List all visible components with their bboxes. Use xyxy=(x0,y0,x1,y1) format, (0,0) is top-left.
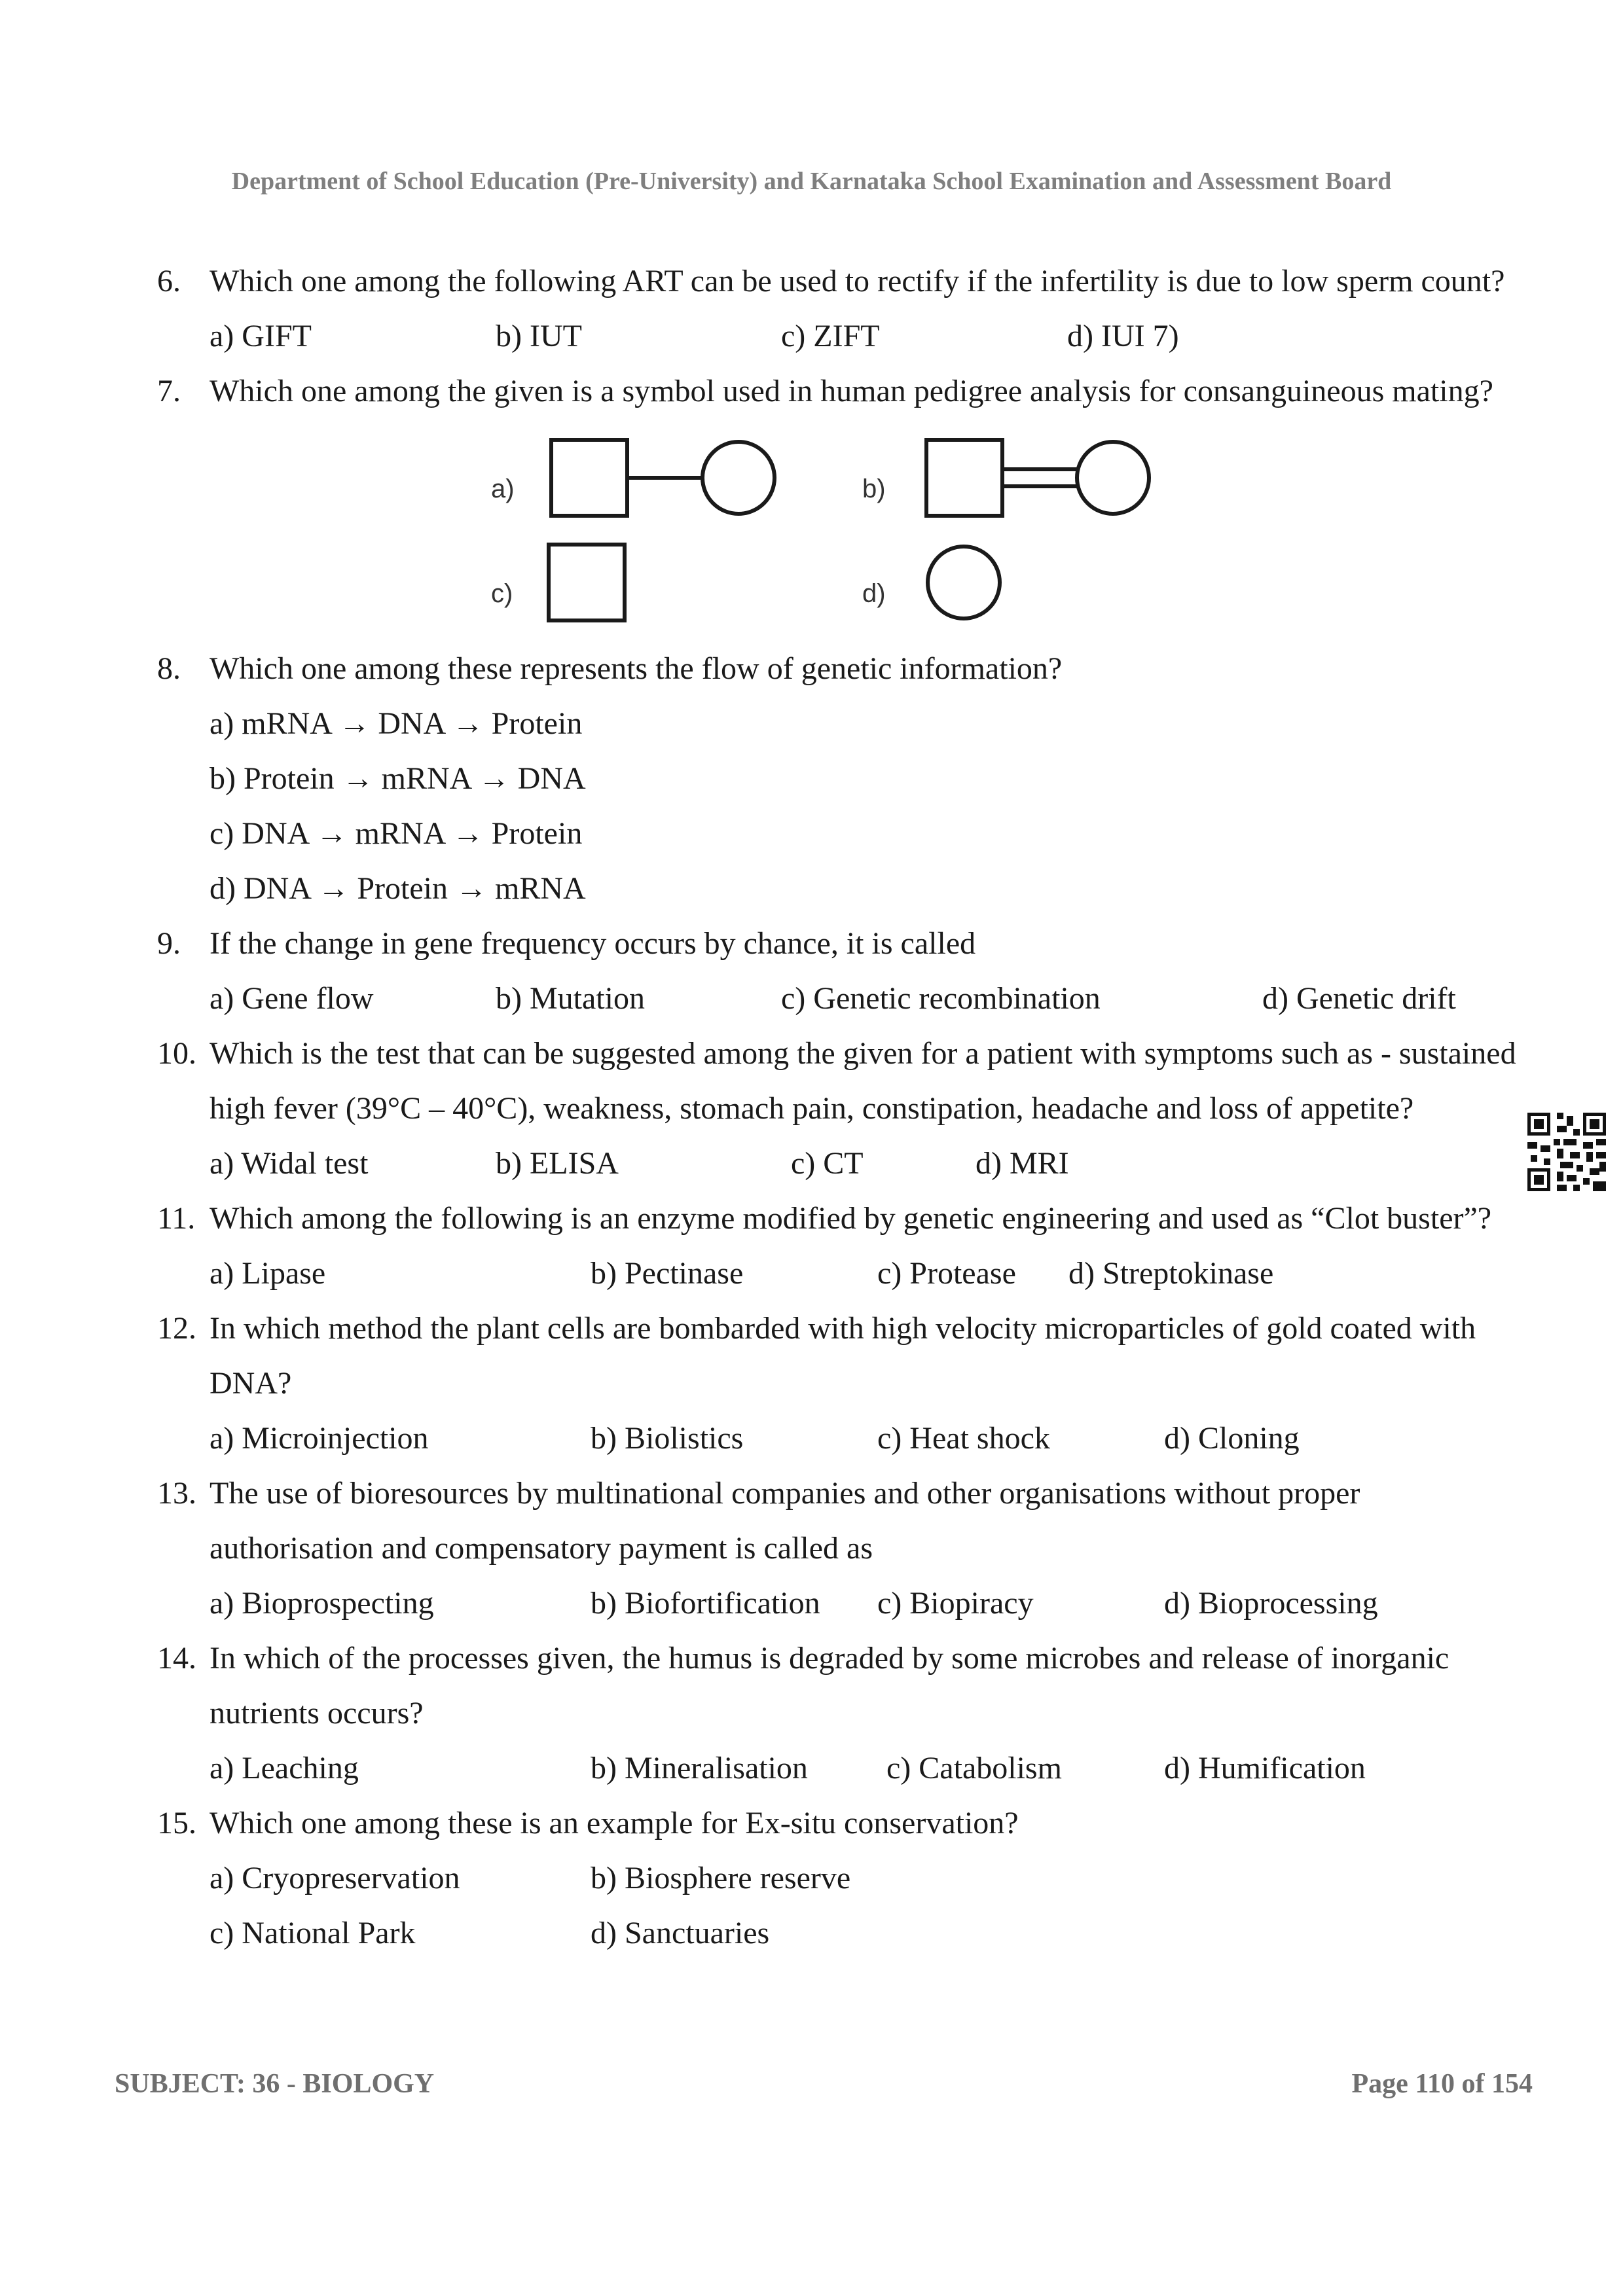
question-10-option-c: c) CT xyxy=(791,1146,864,1181)
question-10-text-line-2: high fever (39°C – 40°C), weakness, stomach pain, constipation, headache and loss of appetite? xyxy=(210,1091,1414,1126)
question-10-option-a: a) Widal test xyxy=(210,1146,369,1181)
question-6-option-b: b) IUT xyxy=(496,319,582,353)
question-13-text-line-1: The use of bioresources by multinational companies and other organisations without proper xyxy=(210,1476,1360,1511)
question-12-option-c: c) Heat shock xyxy=(877,1421,1050,1456)
question-12-text-line-2: DNA? xyxy=(210,1366,292,1401)
question-15-text: Which one among these is an example for Ex-situ conservation? xyxy=(210,1806,1019,1840)
question-10-option-b: b) ELISA xyxy=(496,1146,619,1181)
question-6-option-c: c) ZIFT xyxy=(781,319,880,353)
footer-page-number: Page 110 of 154 xyxy=(1351,2069,1533,2099)
male-square-icon xyxy=(549,545,625,620)
question-13-option-b: b) Biofortification xyxy=(591,1586,820,1621)
question-14-option-c: c) Catabolism xyxy=(886,1751,1062,1785)
question-14-option-b: b) Mineralisation xyxy=(591,1751,808,1785)
question-6-option-a: a) GIFT xyxy=(210,319,312,353)
symbol-label-a: a) xyxy=(491,475,515,503)
question-15-option-a: a) Cryopreservation xyxy=(210,1861,460,1895)
question-14-text-line-1: In which of the processes given, the humus is degraded by some microbes and release of inorganic xyxy=(210,1641,1450,1676)
female-circle-icon xyxy=(1077,442,1149,514)
question-9-option-b: b) Mutation xyxy=(496,981,645,1016)
question-9-option-c: c) Genetic recombination xyxy=(781,981,1101,1016)
question-7-number: 7. xyxy=(157,374,181,408)
question-13-option-c: c) Biopiracy xyxy=(877,1586,1034,1621)
question-13-number: 13. xyxy=(157,1476,196,1511)
question-15-number: 15. xyxy=(157,1806,196,1840)
footer-subject: SUBJECT: 36 - BIOLOGY xyxy=(115,2069,435,2099)
question-8-text: Which one among these represents the flow of genetic information? xyxy=(210,651,1063,686)
question-13-option-a: a) Bioprospecting xyxy=(210,1586,434,1621)
question-6-number: 6. xyxy=(157,264,181,298)
question-8-option-c: c) DNA → mRNA → Protein xyxy=(210,816,583,851)
question-6-text: Which one among the following ART can be used to rectify if the infertility is due to low sperm count? xyxy=(210,264,1505,298)
question-9-option-a: a) Gene flow xyxy=(210,981,374,1016)
question-15-option-c: c) National Park xyxy=(210,1916,416,1950)
question-11-option-c: c) Protease xyxy=(877,1256,1016,1291)
question-11-option-d: d) Streptokinase xyxy=(1068,1256,1274,1291)
symbol-label-d: d) xyxy=(862,579,886,608)
question-10-number: 10. xyxy=(157,1036,196,1071)
symbol-option-c xyxy=(491,545,625,620)
question-9-number: 9. xyxy=(157,926,181,961)
question-11-option-b: b) Pectinase xyxy=(591,1256,744,1291)
female-circle-icon xyxy=(702,442,775,514)
question-8-option-d: d) DNA → Protein → mRNA xyxy=(210,871,586,906)
female-circle-icon xyxy=(928,547,1000,619)
question-14-option-d: d) Humification xyxy=(1164,1751,1366,1785)
question-10-text-line-1: Which is the test that can be suggested among the given for a patient with symptoms such as - sustained xyxy=(210,1036,1516,1071)
symbol-option-a xyxy=(491,440,775,516)
question-14-text-line-2: nutrients occurs? xyxy=(210,1696,424,1731)
question-10-option-d: d) MRI xyxy=(976,1146,1069,1181)
question-15-option-d: d) Sanctuaries xyxy=(591,1916,770,1950)
question-9-option-d: d) Genetic drift xyxy=(1262,981,1456,1016)
symbol-option-b xyxy=(862,440,1149,516)
question-13-option-d: d) Bioprocessing xyxy=(1164,1586,1378,1621)
question-12-option-b: b) Biolistics xyxy=(591,1421,744,1456)
question-8-option-b: b) Protein → mRNA → DNA xyxy=(210,761,586,796)
male-square-icon xyxy=(926,440,1002,516)
question-11-number: 11. xyxy=(157,1201,196,1236)
pedigree-symbols-figure xyxy=(478,429,1185,632)
question-14-option-a: a) Leaching xyxy=(210,1751,359,1785)
question-8-option-a: a) mRNA → DNA → Protein xyxy=(210,706,583,741)
question-11-option-a: a) Lipase xyxy=(210,1256,326,1291)
question-7-text: Which one among the given is a symbol used in human pedigree analysis for consanguineous mating? xyxy=(210,374,1493,408)
page-header: Department of School Education (Pre-University) and Karnataka School Examination and Assessment Board xyxy=(231,168,1392,195)
question-12-text-line-1: In which method the plant cells are bombarded with high velocity microparticles of gold coated with xyxy=(210,1311,1476,1346)
symbol-option-d xyxy=(862,547,1000,619)
question-9-text: If the change in gene frequency occurs by chance, it is called xyxy=(210,926,976,961)
symbol-label-c: c) xyxy=(491,579,513,608)
question-12-option-a: a) Microinjection xyxy=(210,1421,429,1456)
question-8-number: 8. xyxy=(157,651,181,686)
qr-code-icon xyxy=(1527,1113,1606,1191)
symbol-label-b: b) xyxy=(862,475,886,503)
question-11-text: Which among the following is an enzyme modified by genetic engineering and used as “Clot buster”? xyxy=(210,1201,1492,1236)
question-15-option-b: b) Biosphere reserve xyxy=(591,1861,851,1895)
question-12-option-d: d) Cloning xyxy=(1164,1421,1300,1456)
male-square-icon xyxy=(551,440,627,516)
question-13-text-line-2: authorisation and compensatory payment is called as xyxy=(210,1531,873,1566)
question-12-number: 12. xyxy=(157,1311,196,1346)
question-14-number: 14. xyxy=(157,1641,196,1676)
question-6-option-d: d) IUI 7) xyxy=(1067,319,1179,353)
